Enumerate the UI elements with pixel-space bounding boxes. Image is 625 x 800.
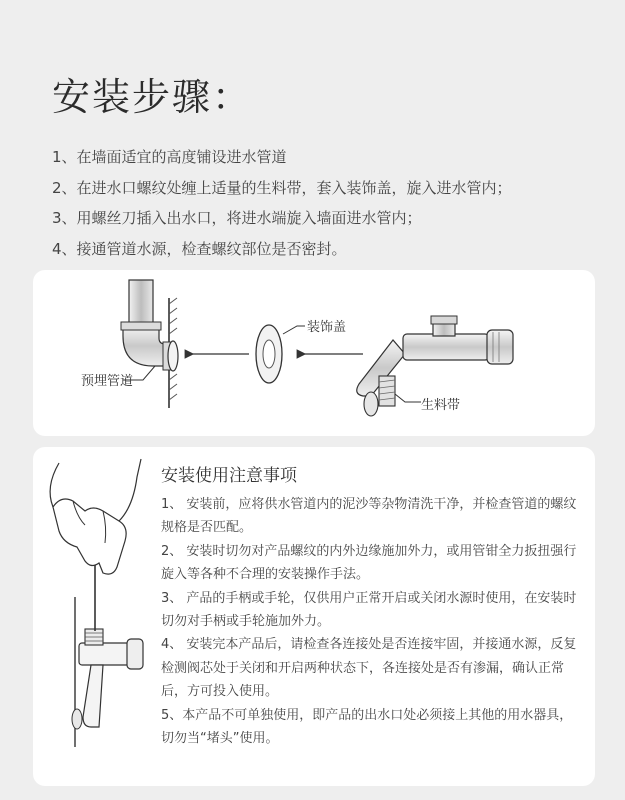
- step-item: 1、在墙面适宜的高度铺设进水管道: [52, 148, 287, 166]
- note-item: 1、 安装前，应将供水管道内的泥沙等杂物清洗干净，并检查管道的螺纹规格是否匹配。: [161, 497, 577, 536]
- leader-cover: [283, 326, 305, 334]
- note-item: 2、 安装时切勿对产品螺纹的内外边缘施加外力，或用管钳全力扳扭强行旋入等各种不合理的安装操作手法。: [161, 543, 577, 583]
- installation-diagram: [33, 270, 595, 436]
- step-item: 4、接通管道水源，检查螺纹部位是否密封。: [52, 239, 347, 258]
- install-steps-list: [52, 142, 512, 264]
- label-ptfe-tape: 生料带: [421, 398, 461, 413]
- page-title: 安装步骤：: [52, 75, 253, 119]
- label-decorative-cover: 装饰盖: [307, 320, 347, 335]
- step-item: 2、在进水口螺纹处缠上适量的生料带，套入装饰盖，旋入进水管内；: [52, 178, 512, 197]
- note-item: 3、 产品的手柄或手轮，仅供用户正常开启或关闭水源时使用，在安装时切勿对手柄或手轮施加外力。: [161, 590, 577, 630]
- note-item: 4、 安装完本产品后，请检查各连接处是否连接牢固，并接通水源，反复检测阀芯处于关闭和开启两种状态下，各连接处是否有渗漏，确认正常后，方可投入使用。: [161, 637, 577, 700]
- leader-tape: [395, 394, 421, 402]
- notes-list: [161, 493, 581, 750]
- notes-title: 安装使用注意事项: [161, 466, 297, 486]
- label-embedded-pipe: 预埋管道: [81, 374, 134, 389]
- note-item: 5、本产品不可单独使用，即产品的出水口处必须接上其他的用水器具，切勿当“堵头”使用。: [161, 707, 573, 747]
- usage-notes-card: [33, 447, 595, 786]
- hand-installing-illustration: [33, 447, 153, 786]
- decorative-cover: [256, 325, 282, 383]
- step-item: 3、用螺丝刀插入出水口，将进水端旋入墙面进水管内；: [52, 209, 422, 227]
- installation-diagram-card: [33, 270, 595, 436]
